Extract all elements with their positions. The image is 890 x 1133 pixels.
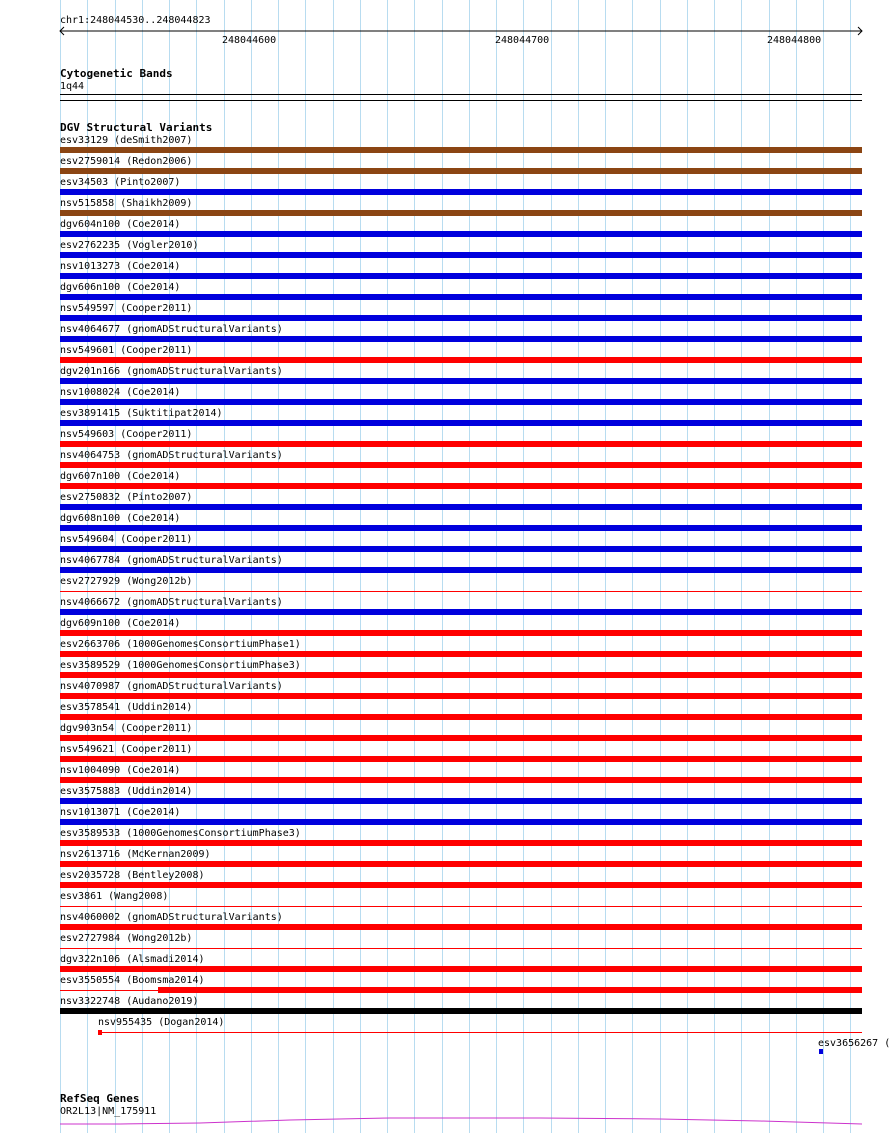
variant-feature[interactable] <box>60 294 862 300</box>
variant-feature[interactable] <box>60 735 862 741</box>
variant-label[interactable]: nsv1013071 (Coe2014) <box>60 807 181 818</box>
variant-feature[interactable] <box>60 777 862 783</box>
variant-label[interactable]: esv3578541 (Uddin2014) <box>60 702 193 713</box>
variant-feature[interactable] <box>60 441 862 447</box>
variant-feature[interactable] <box>60 906 862 907</box>
variant-label[interactable]: nsv549604 (Cooper2011) <box>60 534 193 545</box>
variant-label[interactable]: dgv607n100 (Coe2014) <box>60 471 181 482</box>
variant-feature[interactable] <box>60 420 862 426</box>
cytoband-track-title[interactable]: Cytogenetic Bands <box>60 67 173 80</box>
variant-label[interactable]: dgv903n54 (Cooper2011) <box>60 723 193 734</box>
variant-feature[interactable] <box>60 378 862 384</box>
variant-label[interactable]: esv2035728 (Bentley2008) <box>60 870 205 881</box>
variant-label[interactable]: dgv609n100 (Coe2014) <box>60 618 181 629</box>
variant-label[interactable]: esv2727984 (Wong2012b) <box>60 933 193 944</box>
variant-label[interactable]: nsv3322748 (Audano2019) <box>60 996 199 1007</box>
variant-feature[interactable] <box>60 798 862 804</box>
variant-feature[interactable] <box>60 651 862 657</box>
variant-label[interactable]: esv3861 (Wang2008) <box>60 891 169 902</box>
variant-label[interactable]: esv34503 (Pinto2007) <box>60 177 181 188</box>
variant-feature[interactable] <box>60 336 862 342</box>
variant-feature[interactable] <box>60 210 862 216</box>
variant-feature[interactable] <box>60 609 862 615</box>
variant-feature[interactable] <box>60 147 862 153</box>
dgv-track-title[interactable]: DGV Structural Variants <box>60 121 213 134</box>
variant-feature[interactable] <box>60 819 862 825</box>
ruler-tick-label: 248044800 <box>767 35 822 46</box>
variant-label[interactable]: esv2759014 (Redon2006) <box>60 156 193 167</box>
variant-label[interactable]: esv2663706 (1000GenomesConsortiumPhase1) <box>60 639 301 650</box>
variant-label[interactable]: nsv4064753 (gnomADStructuralVariants) <box>60 450 283 461</box>
variant-feature-thin <box>60 990 160 991</box>
variant-feature[interactable] <box>60 714 862 720</box>
variant-feature[interactable] <box>819 1049 823 1054</box>
variant-feature[interactable] <box>60 546 862 552</box>
variant-label[interactable]: esv3891415 (Suktitipat2014) <box>60 408 223 419</box>
variant-label[interactable]: nsv1008024 (Coe2014) <box>60 387 181 398</box>
variant-feature[interactable] <box>60 252 862 258</box>
variant-label[interactable]: dgv322n106 (Alsmadi2014) <box>60 954 205 965</box>
variant-feature[interactable] <box>60 273 862 279</box>
variant-feature[interactable] <box>98 1032 862 1033</box>
variant-label[interactable]: nsv4070987 (gnomADStructuralVariants) <box>60 681 283 692</box>
variant-feature[interactable] <box>60 525 862 531</box>
variant-label[interactable]: nsv1013273 (Coe2014) <box>60 261 181 272</box>
variant-feature[interactable] <box>60 924 862 930</box>
variant-label[interactable]: nsv549621 (Cooper2011) <box>60 744 193 755</box>
variant-feature[interactable] <box>60 591 862 592</box>
refseq-track-title[interactable]: RefSeq Genes <box>60 1092 140 1105</box>
variant-label[interactable]: nsv2613716 (McKernan2009) <box>60 849 211 860</box>
variant-feature[interactable] <box>60 189 862 195</box>
variant-feature[interactable] <box>60 861 862 867</box>
variant-feature[interactable] <box>60 630 862 636</box>
variant-feature[interactable] <box>60 948 862 949</box>
refseq-gene-feature[interactable] <box>60 1114 862 1126</box>
variant-label[interactable]: esv3575883 (Uddin2014) <box>60 786 193 797</box>
variant-label[interactable]: dgv608n100 (Coe2014) <box>60 513 181 524</box>
variant-feature[interactable] <box>60 672 862 678</box>
ruler-tick-label: 248044600 <box>222 35 277 46</box>
variant-label[interactable]: esv2762235 (Vogler2010) <box>60 240 199 251</box>
variant-feature[interactable] <box>60 357 862 363</box>
variant-label[interactable]: dgv201n166 (gnomADStructuralVariants) <box>60 366 283 377</box>
variant-feature[interactable] <box>60 462 862 468</box>
refseq-gene-label[interactable]: OR2L13|NM_175911 <box>60 1106 157 1117</box>
variant-label[interactable]: dgv606n100 (Coe2014) <box>60 282 181 293</box>
variant-label[interactable]: esv3550554 (Boomsma2014) <box>60 975 205 986</box>
variant-label[interactable]: nsv549597 (Cooper2011) <box>60 303 193 314</box>
variant-feature[interactable] <box>60 966 862 972</box>
variant-label[interactable]: nsv4060002 (gnomADStructuralVariants) <box>60 912 283 923</box>
variant-label[interactable]: esv3589529 (1000GenomesConsortiumPhase3) <box>60 660 301 671</box>
variant-label[interactable]: nsv549601 (Cooper2011) <box>60 345 193 356</box>
variant-label[interactable]: nsv4066672 (gnomADStructuralVariants) <box>60 597 283 608</box>
variant-label[interactable]: nsv4067784 (gnomADStructuralVariants) <box>60 555 283 566</box>
variant-feature[interactable] <box>60 399 862 405</box>
variant-feature[interactable] <box>60 882 862 888</box>
variant-feature[interactable] <box>60 567 862 573</box>
variant-label[interactable]: esv2750832 (Pinto2007) <box>60 492 193 503</box>
variant-label[interactable]: nsv4064677 (gnomADStructuralVariants) <box>60 324 283 335</box>
variant-label[interactable]: nsv515858 (Shaikh2009) <box>60 198 193 209</box>
variant-feature[interactable] <box>60 756 862 762</box>
variant-feature[interactable] <box>60 315 862 321</box>
variant-feature-block[interactable] <box>98 1030 102 1035</box>
variant-feature[interactable] <box>60 840 862 846</box>
variant-label[interactable]: esv3589533 (1000GenomesConsortiumPhase3) <box>60 828 301 839</box>
variant-label[interactable]: dgv604n100 (Coe2014) <box>60 219 181 230</box>
variant-label[interactable]: esv3656267 ( <box>818 1038 890 1049</box>
variant-feature[interactable] <box>60 693 862 699</box>
region-label: chr1:248044530..248044823 <box>60 15 211 26</box>
variant-label[interactable]: nsv955435 (Dogan2014) <box>98 1017 225 1028</box>
variant-feature[interactable] <box>60 168 862 174</box>
ruler-tick-label: 248044700 <box>495 35 550 46</box>
variant-label[interactable]: nsv1004090 (Coe2014) <box>60 765 181 776</box>
variant-label[interactable]: esv2727929 (Wong2012b) <box>60 576 193 587</box>
variant-feature[interactable] <box>60 504 862 510</box>
variant-feature[interactable] <box>60 1008 862 1014</box>
variant-feature[interactable] <box>60 483 862 489</box>
variant-feature[interactable] <box>158 987 862 993</box>
variant-label[interactable]: esv33129 (deSmith2007) <box>60 135 193 146</box>
variant-label[interactable]: nsv549603 (Cooper2011) <box>60 429 193 440</box>
cytoband-label[interactable]: 1q44 <box>60 81 85 92</box>
variant-feature[interactable] <box>60 231 862 237</box>
